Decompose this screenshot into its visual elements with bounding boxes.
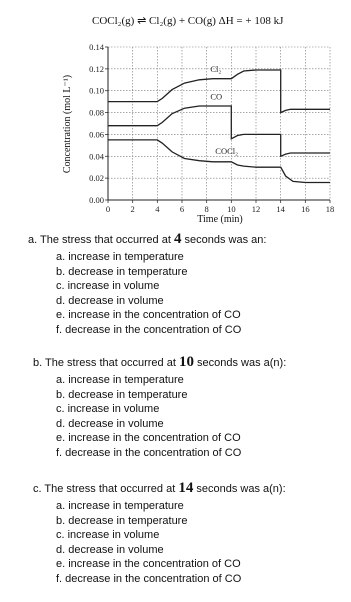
x-tick-label: 14: [276, 204, 285, 214]
answer-option[interactable]: f. decrease in the concentration of CO: [56, 572, 242, 585]
answer-option[interactable]: b. decrease in temperature: [56, 514, 188, 527]
question-prompt: [33, 355, 286, 371]
answer-option[interactable]: d. decrease in volume: [56, 543, 164, 556]
x-tick-label: 0: [105, 204, 111, 214]
y-tick-label: 0.14: [89, 42, 104, 52]
x-tick-label: 10: [227, 204, 236, 214]
answer-option[interactable]: c. increase in volume: [56, 403, 160, 415]
question-time: 10: [178, 354, 194, 370]
answer-option[interactable]: d. decrease in volume: [56, 417, 164, 430]
question-time: 14: [178, 480, 194, 496]
x-tick-label: 16: [301, 204, 310, 214]
y-tick-label: 0.10: [89, 85, 104, 96]
answer-option[interactable]: e. increase in the concentration of CO: [56, 432, 241, 444]
y-axis-label: Concentration (mol L⁻¹): [62, 74, 73, 174]
question-text: The stress that occurred at: [37, 234, 174, 246]
answer-option[interactable]: e. increase in the concentration of CO: [56, 558, 241, 570]
y-tick-label: 0.02: [89, 173, 104, 184]
question-text-end: seconds was an:: [181, 234, 267, 246]
chart-title: COCl₂(g) ⇌ Cl₂(g) + CO(g) ΔH = + 108 kJ: [92, 15, 284, 27]
y-tick-label: 0.06: [89, 129, 104, 140]
x-tick-label: 18: [325, 204, 335, 214]
x-tick-label: 6: [179, 204, 185, 214]
x-tick-label: 8: [204, 204, 209, 214]
question-marker: a.: [28, 234, 38, 246]
series-annotation: CO: [210, 91, 223, 102]
answer-option[interactable]: a. increase in temperature: [56, 500, 184, 512]
answer-option[interactable]: b. decrease in temperature: [56, 388, 188, 401]
series-annotation: COCl₂: [215, 146, 239, 157]
question-prompt: [33, 481, 286, 497]
y-tick-label: 0.12: [89, 63, 104, 74]
answer-option[interactable]: a. increase in temperature: [56, 374, 184, 386]
answer-option[interactable]: f. decrease in the concentration of CO: [56, 323, 242, 336]
answer-option[interactable]: b. decrease in temperature: [56, 265, 188, 278]
question-text-end: seconds was a(n):: [193, 483, 286, 495]
answer-option[interactable]: c. increase in volume: [56, 529, 160, 541]
question-text: The stress that occurred at: [42, 357, 179, 369]
series-annotation: Cl₂: [210, 64, 222, 75]
concentration-time-chart: [0, 0, 351, 225]
question-text-end: seconds was a(n):: [193, 357, 287, 369]
answer-option[interactable]: d. decrease in volume: [56, 294, 164, 307]
x-axis-label: Time (min): [197, 214, 243, 225]
question-marker: c.: [33, 483, 42, 495]
x-tick-label: 2: [130, 204, 135, 214]
question-text: The stress that occurred at: [41, 483, 179, 495]
y-tick-label: 0.00: [89, 195, 104, 205]
answer-option[interactable]: a. increase in temperature: [56, 251, 184, 263]
y-tick-label: 0.08: [89, 107, 104, 118]
x-tick-label: 12: [251, 204, 261, 214]
question-marker: b.: [33, 357, 43, 369]
answer-option[interactable]: e. increase in the concentration of CO: [56, 309, 241, 321]
x-tick-label: 4: [155, 204, 160, 214]
y-tick-label: 0.04: [89, 151, 104, 162]
question-time: 4: [173, 231, 182, 247]
question-prompt: [28, 232, 266, 248]
answer-option[interactable]: f. decrease in the concentration of CO: [56, 446, 242, 459]
answer-option[interactable]: c. increase in volume: [56, 280, 160, 292]
